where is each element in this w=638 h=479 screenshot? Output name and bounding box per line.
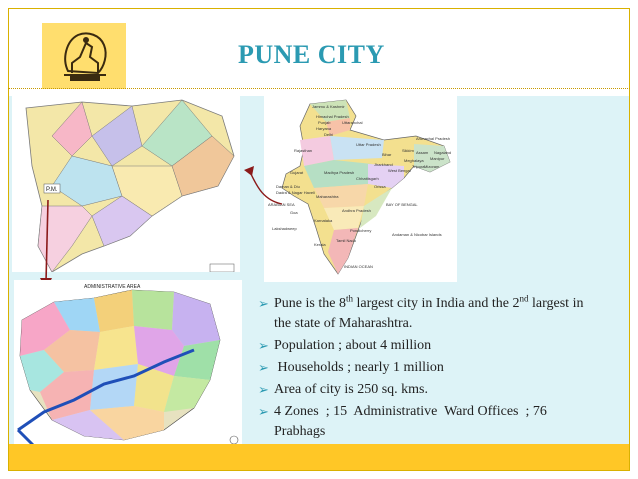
bullet-arrow-icon: ➢: [258, 404, 269, 419]
bullet-text: 4 Zones ; 15 Administrative Ward Offices ; 76 Prabhags: [274, 404, 551, 439]
maharashtra-map: [12, 96, 240, 272]
bullet-arrow-icon: ➢: [258, 382, 269, 397]
map-label: Maharashtra: [316, 194, 339, 199]
pune-ward-map-icon: [14, 280, 242, 448]
map-label: Madhya Pradesh: [324, 170, 355, 175]
map-label: Pondicherry: [350, 228, 372, 233]
logo: [42, 23, 126, 89]
map-label: Andhra Pradesh: [342, 208, 371, 213]
bullet-item: [258, 380, 598, 400]
map-label: Meghalaya: [404, 158, 424, 163]
map-label: Gujarat: [290, 170, 304, 175]
bullet-text: Households ; nearly 1 million: [274, 360, 444, 375]
map-label: Haryana: [316, 126, 332, 131]
footer-bar: [9, 444, 629, 470]
map-label: West Bengal: [388, 168, 411, 173]
slide-title: PUNE CITY: [238, 40, 385, 69]
bullet-item: [258, 402, 598, 442]
map-label: Dadra & Nagar Haveli: [276, 190, 315, 195]
map-label: Mizoram: [424, 164, 440, 169]
map-label: Uttar Pradesh: [356, 142, 381, 147]
map-label: Chhattisgarh: [356, 176, 379, 181]
map-label: Himachal Pradesh: [316, 114, 349, 119]
map-label: Nagaland: [434, 150, 452, 155]
maharashtra-map-icon: [12, 96, 240, 272]
india-map-icon: [264, 96, 457, 282]
map-label: Goa: [290, 210, 298, 215]
bullet-text: Area of city is 250 sq. kms.: [274, 382, 428, 397]
map-label: Bihar: [382, 152, 392, 157]
bullet-item: [258, 336, 598, 356]
map-label: Delhi: [324, 132, 334, 137]
bullet-arrow-icon: ➢: [258, 360, 269, 375]
bullet-text: largest in the state of Maharashtra.: [274, 296, 584, 331]
india-map: [264, 96, 457, 282]
map-label: Arunachal Pradesh: [416, 136, 451, 141]
map-label: Sikkim: [402, 148, 414, 153]
pune-ward-map: [14, 280, 242, 448]
map-label: Karnataka: [314, 218, 333, 223]
bullet-text: Population ; about 4 million: [274, 338, 432, 353]
map-label: Kerala: [314, 242, 326, 247]
bullet-arrow-icon: ➢: [258, 338, 269, 353]
ward-map-header: ADMINISTRATIVE AREA: [84, 284, 141, 290]
bullet-text: Pune is the 8: [274, 296, 346, 311]
title-divider: [8, 88, 630, 89]
bullet-sup: nd: [519, 293, 529, 304]
map-label: Tripura: [412, 164, 425, 169]
bullet-item: [258, 358, 598, 378]
bullet-sup: th: [345, 293, 353, 304]
bullet-arrow-icon: ➢: [258, 296, 269, 311]
map-label: Jharkhand: [374, 162, 393, 167]
map-label: Rajasthan: [294, 148, 313, 153]
map-label: Lakshadweep: [272, 226, 297, 231]
map-label: Jammu & Kashmir: [312, 104, 345, 109]
bullet-item: [258, 294, 598, 334]
map-label: Assam: [416, 150, 429, 155]
map-label: Tamil Nadu: [336, 238, 357, 243]
bullet-list: [258, 294, 598, 444]
map-label: ARABIAN SEA: [268, 202, 295, 207]
pune-marker-label: P.M.: [46, 187, 58, 193]
pune-emblem-icon: [42, 23, 126, 89]
map-label: Punjab: [318, 120, 331, 125]
map-label: Orissa: [374, 184, 386, 189]
bullet-text: largest city in India and the 2: [352, 296, 520, 311]
map-label: Manipur: [430, 156, 445, 161]
map-label: BAY OF BENGAL: [386, 202, 418, 207]
map-label: Andaman & Nicobar Islands: [392, 232, 442, 237]
map-label: INDIAN OCEAN: [344, 264, 373, 269]
map-label: Uttaranchal: [342, 120, 363, 125]
map-label: Daman & Diu: [276, 184, 300, 189]
